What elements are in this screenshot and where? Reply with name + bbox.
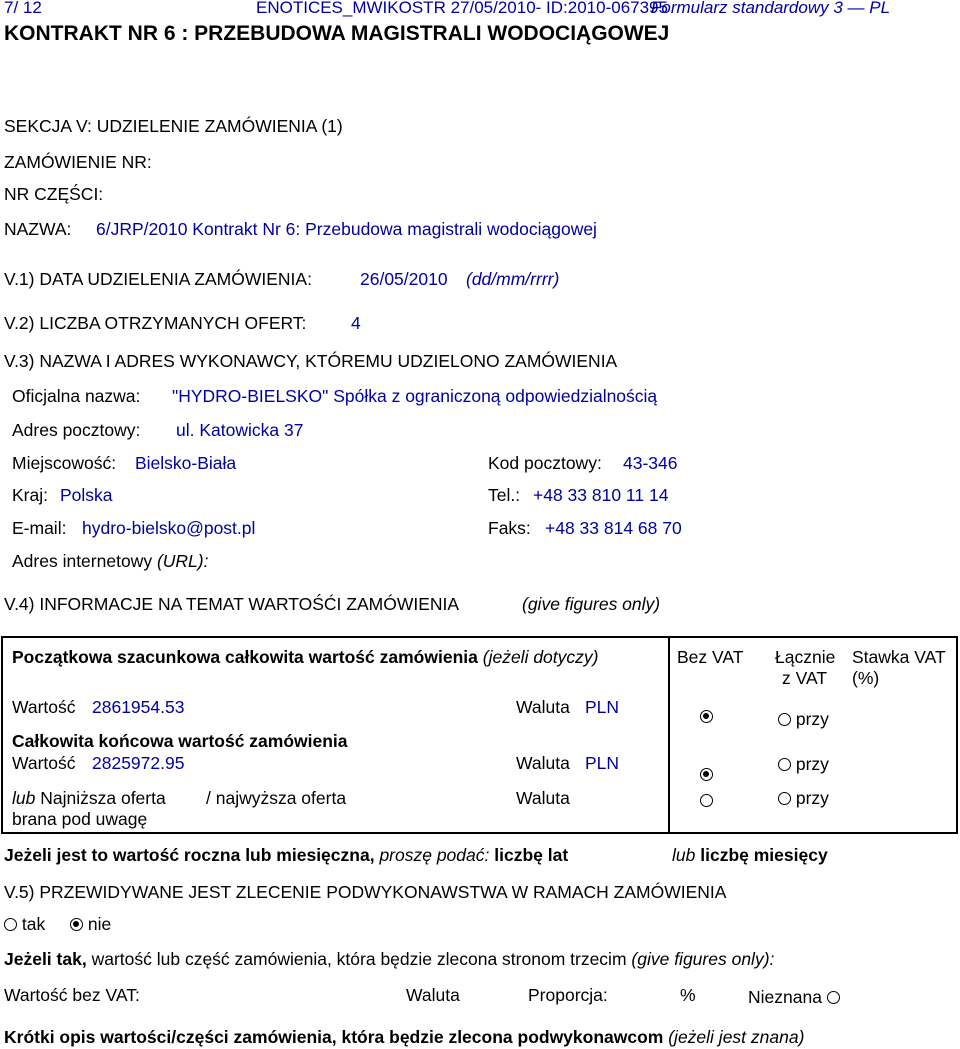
- final-label: Całkowita końcowa wartość zamówienia: [12, 731, 348, 751]
- short-desc-note: (jeżeli jest znana): [668, 1027, 805, 1047]
- v5-heading: V.5) PRZEWIDYWANE JEST ZLECENIE PODWYKONAWSTWA W RAMACH ZAMÓWIENIA: [4, 882, 727, 902]
- official-name-label: Oficjalna nazwa:: [12, 386, 141, 406]
- col-lacznie-2: z VAT: [782, 668, 828, 688]
- city-label: Miejscowość:: [12, 453, 117, 473]
- initial-label-text: Początkowa szacunkowa całkowita wartość zamówienia: [12, 647, 478, 667]
- part-no-label: NR CZĘŚCI:: [4, 184, 104, 204]
- percent-sign: %: [680, 985, 696, 1005]
- name-value: 6/JRP/2010 Kontrakt Nr 6: Przebudowa magistrali wodociągowej: [96, 219, 597, 239]
- official-name-value: "HYDRO-BIELSKO" Spółka z ograniczoną odpowiedzialnością: [172, 386, 658, 406]
- order-no-label: ZAMÓWIENIE NR:: [4, 152, 152, 172]
- col-lacznie-1: Łącznie: [775, 647, 836, 667]
- or-label: lub: [672, 845, 696, 865]
- initial-bez-vat-radio[interactable]: [700, 707, 713, 727]
- postcode-label: Kod pocztowy:: [488, 453, 602, 473]
- przy-label: przy: [795, 788, 829, 808]
- unknown-option[interactable]: [748, 987, 840, 1008]
- city-value: Bielsko-Biała: [135, 453, 237, 473]
- final-currency-label: Waluta: [516, 753, 570, 773]
- annual-label: Jeżeli jest to wartość roczna lub miesięczna,: [4, 845, 375, 865]
- offer-bez-vat-radio[interactable]: [700, 791, 713, 811]
- col-stawka-1: Stawka VAT: [852, 647, 946, 667]
- v3-heading: V.3) NAZWA I ADRES WYKONAWCY, KTÓREMU UDZIELONO ZAMÓWIENIA: [4, 351, 618, 371]
- radio-selected-icon: [700, 768, 713, 781]
- award-date: 26/05/2010: [360, 269, 448, 289]
- v2-label: V.2) LICZBA OTRZYMANYCH OFERT:: [4, 313, 307, 333]
- email-label: E-mail:: [12, 518, 67, 538]
- document-title: KONTRAKT NR 6 : PRZEBUDOWA MAGISTRALI WODOCIĄGOWEJ: [4, 22, 670, 45]
- fax-value: +48 33 814 68 70: [545, 518, 682, 538]
- initial-label-note: (jeżeli dotyczy): [482, 647, 599, 667]
- subcontract-no[interactable]: [70, 914, 111, 935]
- final-currency: PLN: [585, 753, 620, 773]
- short-desc-row: [4, 1027, 804, 1048]
- radio-empty-icon: [827, 991, 840, 1004]
- page-number: 7/ 12: [4, 0, 42, 17]
- months-label: liczbę miesięcy: [700, 845, 828, 865]
- radio-empty-icon: [778, 713, 791, 726]
- url-label-text: Adres internetowy: [12, 551, 153, 571]
- initial-currency: PLN: [585, 697, 620, 717]
- initial-currency-label: Waluta: [516, 697, 570, 717]
- form-name: Formularz standardowy 3 — PL: [651, 0, 891, 17]
- if-yes-row: [4, 949, 774, 970]
- address-label: Adres pocztowy:: [12, 420, 141, 440]
- country-label: Kraj:: [12, 485, 48, 505]
- radio-selected-icon: [700, 710, 713, 723]
- unknown-label: Nieznana: [748, 987, 822, 1007]
- country-value: Polska: [60, 485, 113, 505]
- notice-id: ENOTICES_MWIKOSTR 27/05/2010- ID:2010-067395: [256, 0, 668, 17]
- lub-label: lub: [12, 788, 36, 808]
- radio-empty-icon: [700, 794, 713, 807]
- final-bez-vat-radio[interactable]: [700, 765, 713, 785]
- radio-empty-icon: [778, 792, 791, 805]
- initial-label: [12, 647, 598, 668]
- annual-note: proszę podać:: [379, 845, 490, 865]
- postcode-value: 43-346: [623, 453, 678, 473]
- v4-heading: V.4) INFORMACJE NA TEMAT WARTOŚĆI ZAMÓWIENIA: [4, 594, 460, 614]
- col-stawka-2: (%): [852, 668, 880, 688]
- table-divider: [668, 636, 670, 834]
- phone-label: Tel.:: [488, 485, 521, 505]
- section-heading: SEKCJA V: UDZIELENIE ZAMÓWIENIA (1): [4, 116, 343, 136]
- if-yes-label: Jeżeli tak,: [4, 949, 87, 969]
- v4-heading-note: (give figures only): [522, 594, 661, 614]
- if-yes-text: wartość lub część zamówienia, która będzie zlecona stronom trzecim: [91, 949, 627, 969]
- years-label: liczbę lat: [494, 845, 569, 865]
- initial-value: 2861954.53: [92, 697, 185, 717]
- email-value: hydro-bielsko@post.pl: [82, 518, 256, 538]
- lowest-offer-label: [12, 788, 166, 809]
- offers-count: 4: [351, 313, 361, 333]
- short-desc-label: Krótki opis wartości/części zamówienia, która będzie zlecona podwykonawcom: [4, 1027, 664, 1047]
- phone-value: +48 33 810 11 14: [533, 485, 669, 505]
- offer-lacznie-radio[interactable]: [778, 788, 829, 809]
- url-label: [12, 551, 208, 572]
- initial-lacznie-radio[interactable]: [778, 709, 829, 730]
- col-bez-vat: Bez VAT: [677, 647, 744, 667]
- przy-label: przy: [795, 709, 829, 729]
- radio-empty-icon: [778, 758, 791, 771]
- final-value-label: Wartość: [12, 753, 76, 773]
- name-label: NAZWA:: [4, 219, 72, 239]
- url-label-suffix: (URL):: [156, 551, 209, 571]
- radio-empty-icon: [4, 918, 17, 931]
- initial-value-label: Wartość: [12, 697, 76, 717]
- fax-label: Faks:: [488, 518, 531, 538]
- considered-label: brana pod uwagę: [12, 809, 148, 829]
- subcontract-yes[interactable]: [4, 914, 45, 935]
- lowest-label: Najniższa oferta: [40, 788, 166, 808]
- v5-currency-label: Waluta: [406, 985, 460, 1005]
- proportion-label: Proporcja:: [528, 985, 608, 1005]
- radio-selected-icon: [70, 918, 83, 931]
- months-row: [672, 845, 828, 866]
- final-value: 2825972.95: [92, 753, 185, 773]
- final-lacznie-radio[interactable]: [778, 754, 829, 775]
- offer-currency-label: Waluta: [516, 788, 570, 808]
- przy-label: przy: [795, 754, 829, 774]
- v1-label: V.1) DATA UDZIELENIA ZAMÓWIENIA:: [4, 269, 312, 289]
- no-label: nie: [87, 914, 112, 934]
- highest-offer-label: / najwyższa oferta: [206, 788, 347, 808]
- value-no-vat-label: Wartość bez VAT:: [4, 985, 140, 1005]
- yes-label: tak: [21, 914, 46, 934]
- date-format: (dd/mm/rrrr): [466, 269, 560, 289]
- address-value: ul. Katowicka 37: [176, 420, 304, 440]
- if-yes-note: (give figures only):: [631, 949, 775, 969]
- annual-row: [4, 845, 568, 866]
